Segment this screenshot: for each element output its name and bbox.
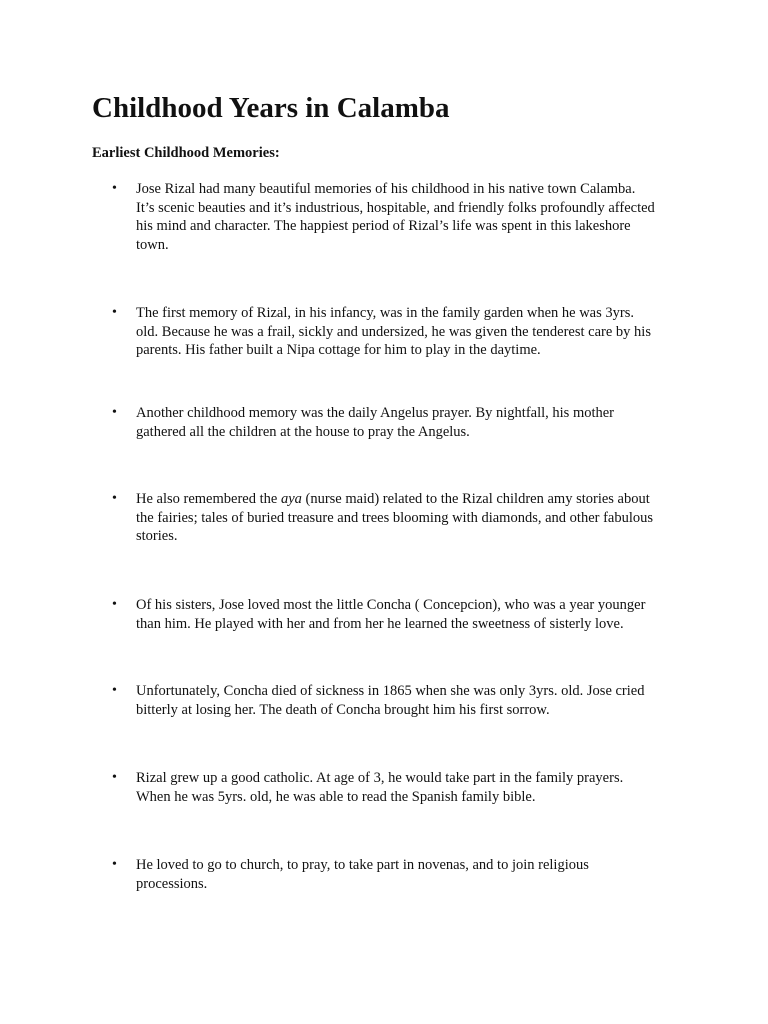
section-subheading: Earliest Childhood Memories: xyxy=(92,145,280,161)
bullet-icon: • xyxy=(112,597,117,612)
bullet-icon: • xyxy=(112,305,117,320)
text-line: his mind and character. The happiest period of Rizal’s life was spent in this lakeshore xyxy=(136,218,631,234)
text-line: than him. He played with her and from her he learned the sweetness of sisterly love. xyxy=(136,615,624,632)
text-line: Unfortunately, Concha died of sickness in 1865 when she was only 3yrs. old. Jose cried xyxy=(136,683,645,699)
text-line: old. Because he was a frail, sickly and undersized, he was given the tenderest care by his xyxy=(136,323,651,340)
text-line: processions. xyxy=(136,875,208,892)
text-line: the fairies; tales of buried treasure and trees blooming with diamonds, and other fabulous xyxy=(136,509,654,526)
bullet-icon: • xyxy=(112,857,117,872)
text-line: bitterly at losing her. The death of Concha brought him his first sorrow. xyxy=(136,701,550,718)
text-line: Rizal grew up a good catholic. At age of 3, he would take part in the family prayers. xyxy=(136,770,624,786)
list-item-text xyxy=(136,490,692,546)
text-line: gathered all the children at the house to pray the Angelus. xyxy=(136,423,470,440)
text-line: The first memory of Rizal, in his infancy, was in the family garden when he was 3yrs. xyxy=(136,305,634,321)
text-line: Another childhood memory was the daily Angelus prayer. By nightfall, his mother xyxy=(136,405,615,421)
text-line: He loved to go to church, to pray, to take part in novenas, and to join religious xyxy=(136,857,589,873)
text-line: Of his sisters, Jose loved most the little Concha ( Concepcion), who was a year younger xyxy=(136,597,646,613)
bullet-icon: • xyxy=(112,181,117,196)
list-item-text xyxy=(136,180,692,254)
list-item-text xyxy=(136,596,692,633)
bullet-icon: • xyxy=(112,491,117,506)
text-segment: (nurse maid) related to the Rizal children amy stories about xyxy=(301,491,650,507)
bullet-icon: • xyxy=(112,683,117,698)
text-segment: He also remembered the xyxy=(136,491,281,507)
list-item-text xyxy=(136,404,692,441)
text-line: stories. xyxy=(136,528,178,544)
list-item-text xyxy=(136,682,692,719)
bullet-icon: • xyxy=(112,405,117,420)
text-line: town. xyxy=(136,236,169,253)
bullet-icon: • xyxy=(112,770,117,785)
text-line: Jose Rizal had many beautiful memories of his childhood in his native town Calamba. xyxy=(136,181,636,197)
text-line: parents. His father built a Nipa cottage for him to play in the daytime. xyxy=(136,342,541,358)
text-line: It’s scenic beauties and it’s industrious, hospitable, and friendly folks profoundly affected xyxy=(136,199,655,216)
text-line xyxy=(136,490,692,509)
list-item-text xyxy=(136,769,692,806)
italic-term: aya xyxy=(280,491,302,507)
text-line: When he was 5yrs. old, he was able to read the Spanish family bible. xyxy=(136,788,536,805)
list-item-text xyxy=(136,304,692,360)
page-title: Childhood Years in Calamba xyxy=(92,92,450,124)
list-item-text xyxy=(136,856,692,893)
